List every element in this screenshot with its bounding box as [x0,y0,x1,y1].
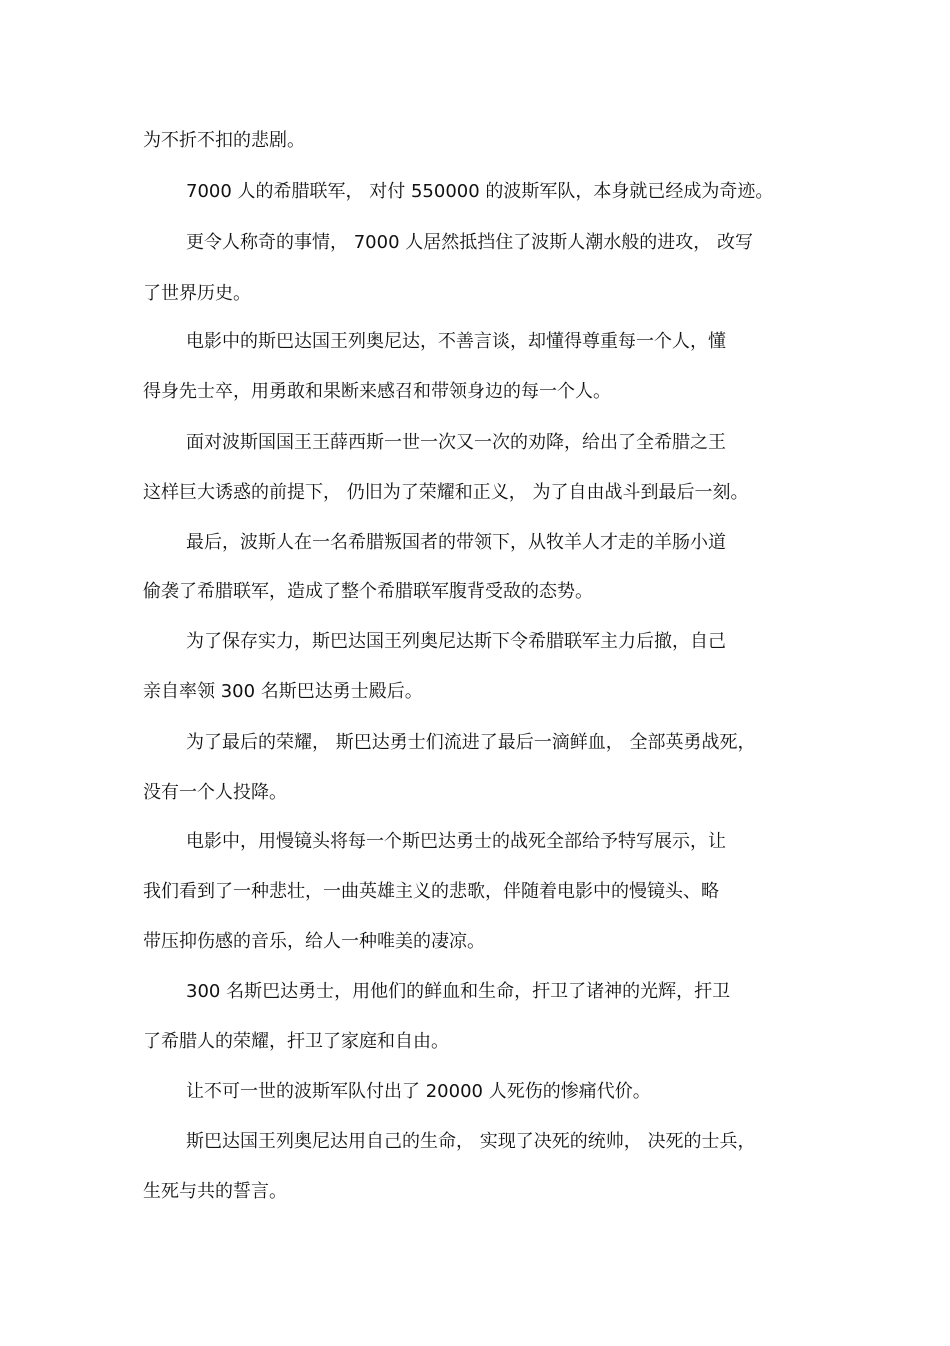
text-line: 偷袭了希腊联军，造成了整个希腊联军腹背受敌的态势。 [143,581,593,602]
text-line: 为不折不扣的悲剧。 [143,130,305,151]
text-line: 我们看到了一种悲壮，一曲英雄主义的悲歌，伴随着电影中的慢镜头、略 [143,881,719,902]
text-line: 300 名斯巴达勇士，用他们的鲜血和生命，扞卫了诸神的光辉，扞卫 [186,981,731,1002]
text-line: 7000 人的希腊联军， 对付 550000 的波斯军队，本身就已经成为奇迹。 [186,181,774,202]
text-line: 最后，波斯人在一名希腊叛国者的带领下，从牧羊人才走的羊肠小道 [186,532,726,553]
text-line: 带压抑伤感的音乐，给人一种唯美的凄凉。 [143,931,485,952]
text-line: 得身先士卒，用勇敢和果断来感召和带领身边的每一个人。 [143,381,611,402]
text-line: 生死与共的誓言。 [143,1181,287,1202]
text-line: 电影中，用慢镜头将每一个斯巴达勇士的战死全部给予特写展示，让 [186,831,726,852]
text-line: 没有一个人投降。 [143,782,287,803]
text-line: 这样巨大诱惑的前提下， 仍旧为了荣耀和正义， 为了自由战斗到最后一刻。 [143,482,749,503]
text-line: 了希腊人的荣耀，扞卫了家庭和自由。 [143,1031,449,1052]
text-line: 让不可一世的波斯军队付出了 20000 人死伤的惨痛代价。 [186,1081,651,1102]
text-line: 斯巴达国王列奥尼达用自己的生命， 实现了决死的统帅， 决死的士兵， [186,1131,756,1152]
text-line: 面对波斯国国王王薛西斯一世一次又一次的劝降，给出了全希腊之王 [186,432,726,453]
text-line: 为了保存实力，斯巴达国王列奥尼达斯下令希腊联军主力后撤，自己 [186,631,726,652]
text-line: 亲自率领 300 名斯巴达勇士殿后。 [143,681,423,702]
text-line: 为了最后的荣耀， 斯巴达勇士们流进了最后一滴鲜血， 全部英勇战死， [186,732,756,753]
text-line: 更令人称奇的事情， 7000 人居然抵挡住了波斯人潮水般的进攻， 改写 [186,232,753,253]
text-line: 电影中的斯巴达国王列奥尼达，不善言谈，却懂得尊重每一个人，懂 [186,331,726,352]
text-line: 了世界历史。 [143,283,251,304]
